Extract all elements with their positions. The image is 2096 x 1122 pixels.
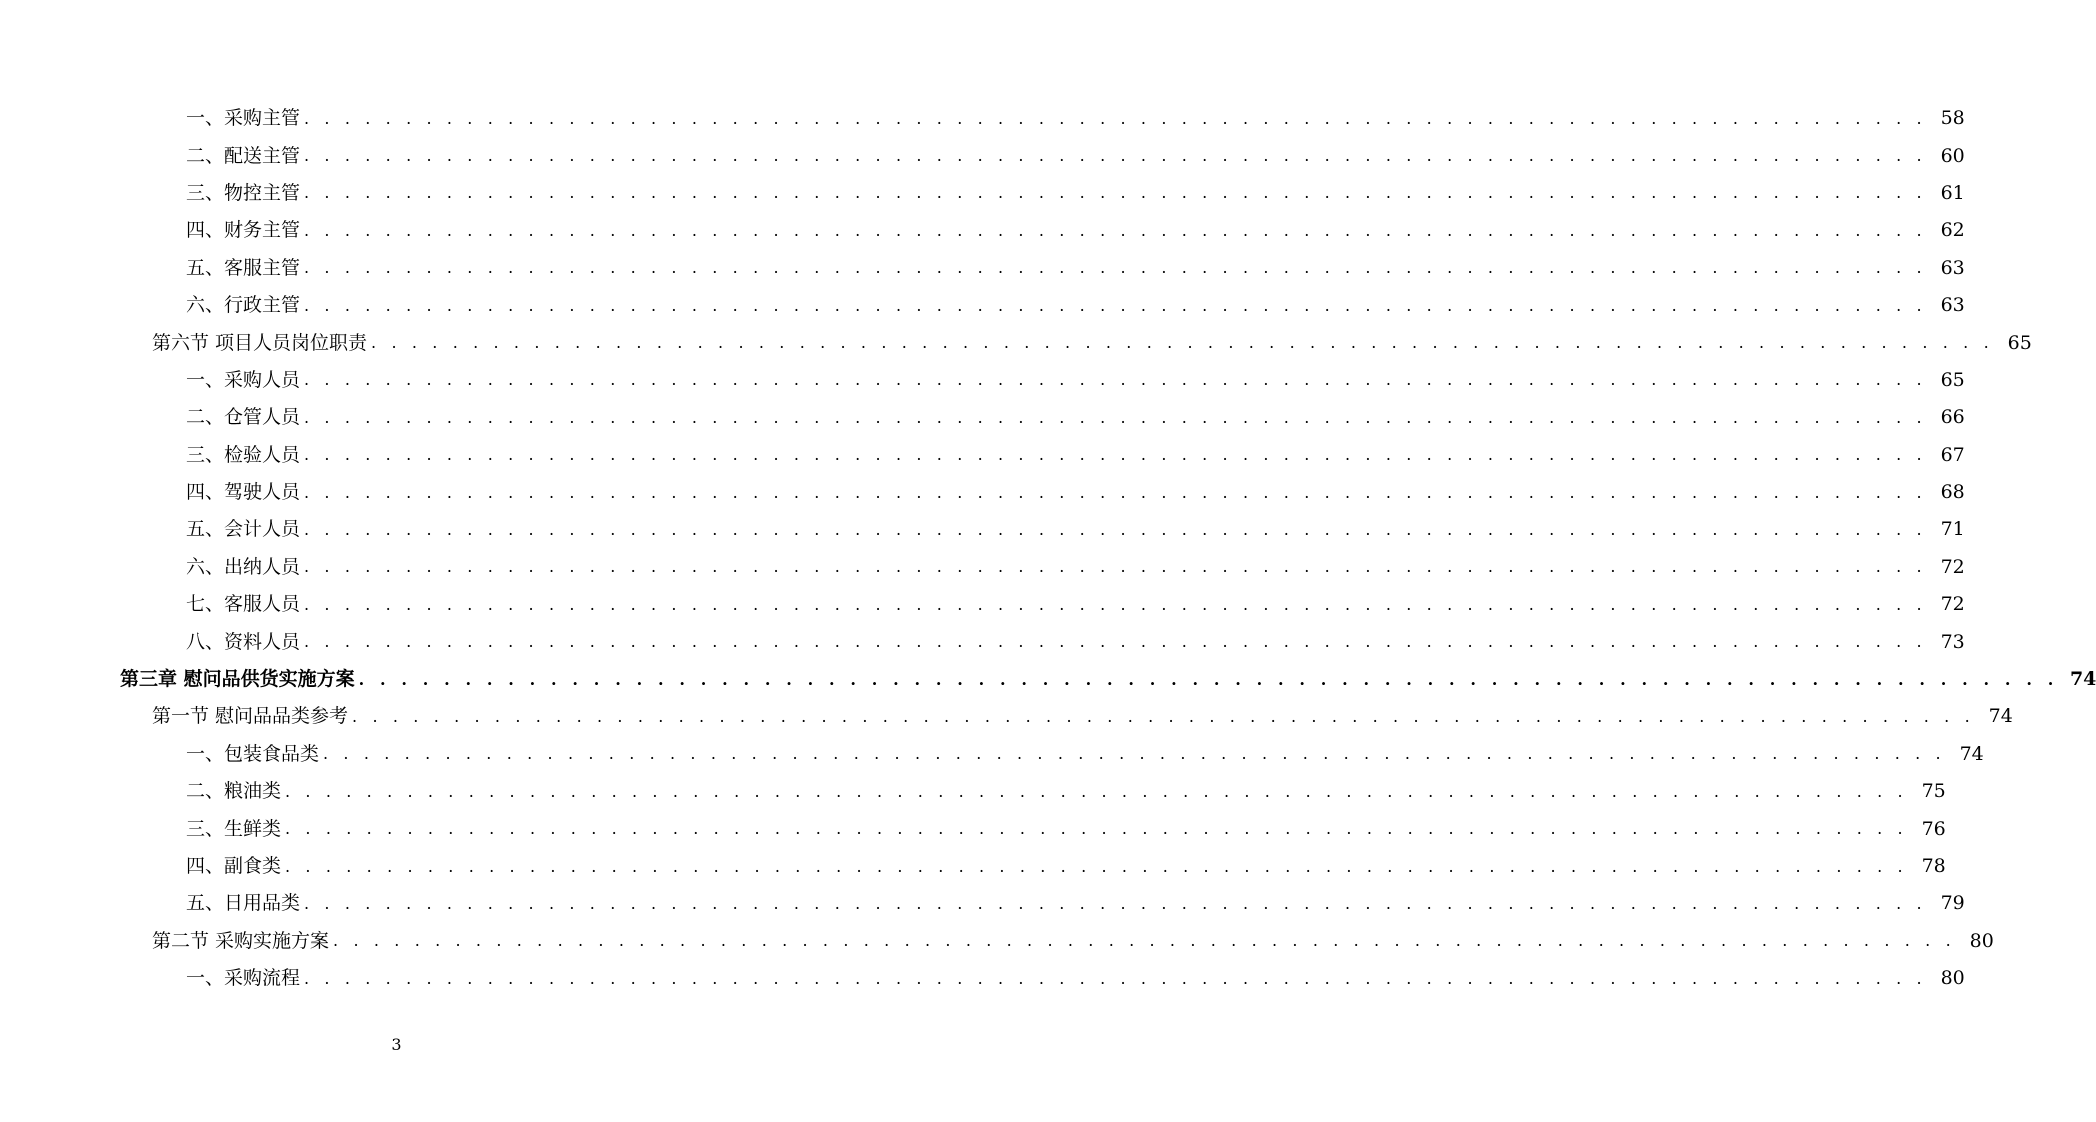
toc-entry[interactable] [0,437,1965,474]
toc-entry[interactable] [0,175,1965,212]
toc-entry-page: 73 [1940,630,1965,653]
toc-entry-page: 61 [1940,181,1965,204]
toc-dot-leader: . . . . . . . . . . . . . . . . . . . . . . . . . . . . . . . . . . . . . . . . . . . . . . . . . . . . . . . . . . . . . . . . . . . . . . . . . . . . . . . . [304,519,1927,539]
toc-entry[interactable] [0,474,1965,511]
toc-dot-leader: . . . . . . . . . . . . . . . . . . . . . . . . . . . . . . . . . . . . . . . . . . . . . . . . . . . . . . . . . . . . . . . . . . . . . . . . . . . . . . . . [304,557,1927,577]
toc-entry[interactable] [0,399,1965,436]
toc-dot-leader: . . . . . . . . . . . . . . . . . . . . . . . . . . . . . . . . . . . . . . . . . . . . . . . . . . . . . . . . . . . . . . . . . . . . . . . . . . . . . . . . [285,856,1908,876]
toc-entry[interactable] [0,324,2032,361]
toc-entry-page: 65 [2007,331,2032,354]
toc-entry[interactable] [0,137,1965,174]
toc-entry-title: 六、行政主管 [186,294,301,317]
toc-entry-page: 80 [1940,967,1965,990]
toc-dot-leader: . . . . . . . . . . . . . . . . . . . . . . . . . . . . . . . . . . . . . . . . . . . . . . . . . . . . . . . . . . . . . . . . . . . . . . . . . . . . . . . . [304,370,1927,390]
toc-entry[interactable] [0,960,1965,997]
toc-entry[interactable] [0,511,1965,548]
toc-entry-title: 四、驾驶人员 [186,481,301,504]
toc-entry-title: 二、粮油类 [186,780,282,803]
toc-dot-leader: . . . . . . . . . . . . . . . . . . . . . . . . . . . . . . . . . . . . . . . . . . . . . . . . . . . . . . . . . . . . . . . . . . . . . . . . . . . . . . . . [285,781,1908,801]
toc-entry[interactable] [0,923,1994,960]
toc-entry-title: 第一节 慰问品品类参考 [152,705,349,728]
toc-entry-page: 78 [1921,855,1946,877]
toc-entry-page: 74 [1959,742,1984,765]
toc-dot-leader: . . . . . . . . . . . . . . . . . . . . . . . . . . . . . . . . . . . . . . . . . . . . . . . . . . . . . . . . . . . . . . . . . . . . . . . . . . . . . . . . [304,108,1927,128]
toc-entry[interactable] [0,885,1965,922]
toc-dot-leader: . . . . . . . . . . . . . . . . . . . . . . . . . . . . . . . . . . . . . . . . . . . . . . . . . . . . . . . . . . . . . . . . . . . . . . . . . . . . . . . . [304,295,1927,315]
toc-entry[interactable] [0,586,1965,623]
toc-entry-title: 五、日用品类 [186,892,301,915]
toc-entry-title: 二、仓管人员 [186,406,301,429]
toc-entry-page: 74 [2069,668,2096,691]
toc-entry-page: 68 [1940,481,1965,504]
toc-entry-page: 63 [1940,294,1965,317]
toc-entry-title: 第六节 项目人员岗位职责 [152,331,368,354]
toc-dot-leader: . . . . . . . . . . . . . . . . . . . . . . . . . . . . . . . . . . . . . . . . . . . . . . . . . . . . . . . . . . . . . . . . . . . . . . . . . . . . . . . . [304,482,1927,502]
toc-dot-leader: . . . . . . . . . . . . . . . . . . . . . . . . . . . . . . . . . . . . . . . . . . . . . . . . . . . . . . . . . . . . . . . . . . . . . . . . . . . . . . . . [323,744,1946,764]
toc-entry-title: 一、包装食品类 [186,742,320,765]
toc-entry-title: 六、出纳人员 [186,555,301,578]
toc-dot-leader: . . . . . . . . . . . . . . . . . . . . . . . . . . . . . . . . . . . . . . . . . . . . . . . . . . . . . . . . . . . . . . . . . . . . . . . . . . . . . . . . [333,931,1956,951]
toc-entry-title: 七、客服人员 [186,593,301,616]
toc-entry-page: 58 [1940,107,1965,130]
toc-entry-page: 67 [1940,443,1965,466]
toc-entry-page: 71 [1940,518,1965,541]
toc-entry[interactable] [0,287,1965,324]
toc-entry[interactable] [0,212,1965,249]
toc-entry[interactable] [0,362,1965,399]
toc-dot-leader: . . . . . . . . . . . . . . . . . . . . . . . . . . . . . . . . . . . . . . . . . . . . . . . . . . . . . . . . . . . . . . . . . . . . . . . . . . . . . . . . [304,893,1927,913]
toc-entry-page: 80 [1969,929,1994,952]
toc-entry[interactable] [0,549,1965,586]
toc-entry[interactable] [0,810,1946,847]
toc-dot-leader: . . . . . . . . . . . . . . . . . . . . . . . . . . . . . . . . . . . . . . . . . . . . . . . . . . . . . . . . . . . . . . . . . . . . . . . . . . . . . . . . [352,706,1975,726]
toc-dot-leader: . . . . . . . . . . . . . . . . . . . . . . . . . . . . . . . . . . . . . . . . . . . . . . . . . . . . . . . . . . . . . . . . . . . . . . . . . . . . . . . . [304,258,1927,278]
toc-dot-leader: . . . . . . . . . . . . . . . . . . . . . . . . . . . . . . . . . . . . . . . . . . . . . . . . . . . . . . . . . . . . . . . . . . . . . . . . . . . . . . . . [304,445,1927,465]
toc-entry-title: 三、物控主管 [186,181,301,204]
toc-entry-page: 75 [1921,780,1946,803]
toc-entry[interactable] [0,698,2013,735]
toc-entry[interactable] [0,100,1965,137]
toc-entry[interactable] [0,661,2096,698]
toc-dot-leader: . . . . . . . . . . . . . . . . . . . . . . . . . . . . . . . . . . . . . . . . . . . . . . . . . . . . . . . . . . . . . . . . . . . . . . . . . . . . . . . . [304,632,1927,652]
toc-entry-page: 72 [1940,555,1965,578]
toc-entry-page: 66 [1940,406,1965,429]
toc-dot-leader: . . . . . . . . . . . . . . . . . . . . . . . . . . . . . . . . . . . . . . . . . . . . . . . . . . . . . . . . . . . . . . . . . . . . . . . . . . . . . . . . [285,819,1908,839]
toc-entry[interactable] [0,623,1965,660]
toc-entry-page: 76 [1921,817,1946,840]
toc-dot-leader: . . . . . . . . . . . . . . . . . . . . . . . . . . . . . . . . . . . . . . . . . . . . . . . . . . . . . . . . . . . . . . . . . . . . . . . . . . . . . . . . [304,146,1927,166]
toc-entry-title: 四、财务主管 [186,219,301,242]
toc-entry-title: 四、副食类 [186,855,282,877]
table-of-contents [0,100,2096,997]
toc-entry-title: 二、配送主管 [186,144,301,167]
toc-entry-title: 第二节 采购实施方案 [152,929,330,952]
toc-entry-title: 第三章 慰问品供货实施方案 [120,668,355,691]
toc-entry[interactable] [0,848,1946,885]
toc-dot-leader: . . . . . . . . . . . . . . . . . . . . . . . . . . . . . . . . . . . . . . . . . . . . . . . . . . . . . . . . . . . . . . . . . . . . . . . . . . . . . . . . [304,594,1927,614]
toc-entry-page: 72 [1940,593,1965,616]
toc-dot-leader: . . . . . . . . . . . . . . . . . . . . . . . . . . . . . . . . . . . . . . . . . . . . . . . . . . . . . . . . . . . . . . . . . . . . . . . . . . . . . . . . [358,669,2059,689]
toc-entry-page: 63 [1940,256,1965,279]
toc-entry-title: 五、会计人员 [186,518,301,541]
toc-dot-leader: . . . . . . . . . . . . . . . . . . . . . . . . . . . . . . . . . . . . . . . . . . . . . . . . . . . . . . . . . . . . . . . . . . . . . . . . . . . . . . . . [304,407,1927,427]
toc-entry[interactable] [0,773,1946,810]
toc-entry-title: 一、采购流程 [186,967,301,990]
toc-entry-page: 65 [1940,368,1965,391]
toc-entry-title: 五、客服主管 [186,256,301,279]
toc-dot-leader: . . . . . . . . . . . . . . . . . . . . . . . . . . . . . . . . . . . . . . . . . . . . . . . . . . . . . . . . . . . . . . . . . . . . . . . . . . . . . . . . [304,183,1927,203]
toc-entry-page: 62 [1940,219,1965,242]
toc-entry-page: 60 [1940,144,1965,167]
toc-entry-title: 三、生鲜类 [186,817,282,840]
toc-entry-title: 三、检验人员 [186,443,301,466]
toc-entry-page: 74 [1988,705,2013,728]
toc-entry-title: 八、资料人员 [186,630,301,653]
toc-entry-title: 一、采购人员 [186,368,301,391]
toc-entry-page: 79 [1940,892,1965,915]
toc-entry-title: 一、采购主管 [186,107,301,130]
toc-dot-leader: . . . . . . . . . . . . . . . . . . . . . . . . . . . . . . . . . . . . . . . . . . . . . . . . . . . . . . . . . . . . . . . . . . . . . . . . . . . . . . . . [304,220,1927,240]
toc-entry[interactable] [0,736,1984,773]
toc-dot-leader: . . . . . . . . . . . . . . . . . . . . . . . . . . . . . . . . . . . . . . . . . . . . . . . . . . . . . . . . . . . . . . . . . . . . . . . . . . . . . . . . [304,968,1927,988]
page-number: 3 [391,1035,402,1054]
toc-dot-leader: . . . . . . . . . . . . . . . . . . . . . . . . . . . . . . . . . . . . . . . . . . . . . . . . . . . . . . . . . . . . . . . . . . . . . . . . . . . . . . . . [371,333,1994,353]
toc-entry[interactable] [0,250,1965,287]
